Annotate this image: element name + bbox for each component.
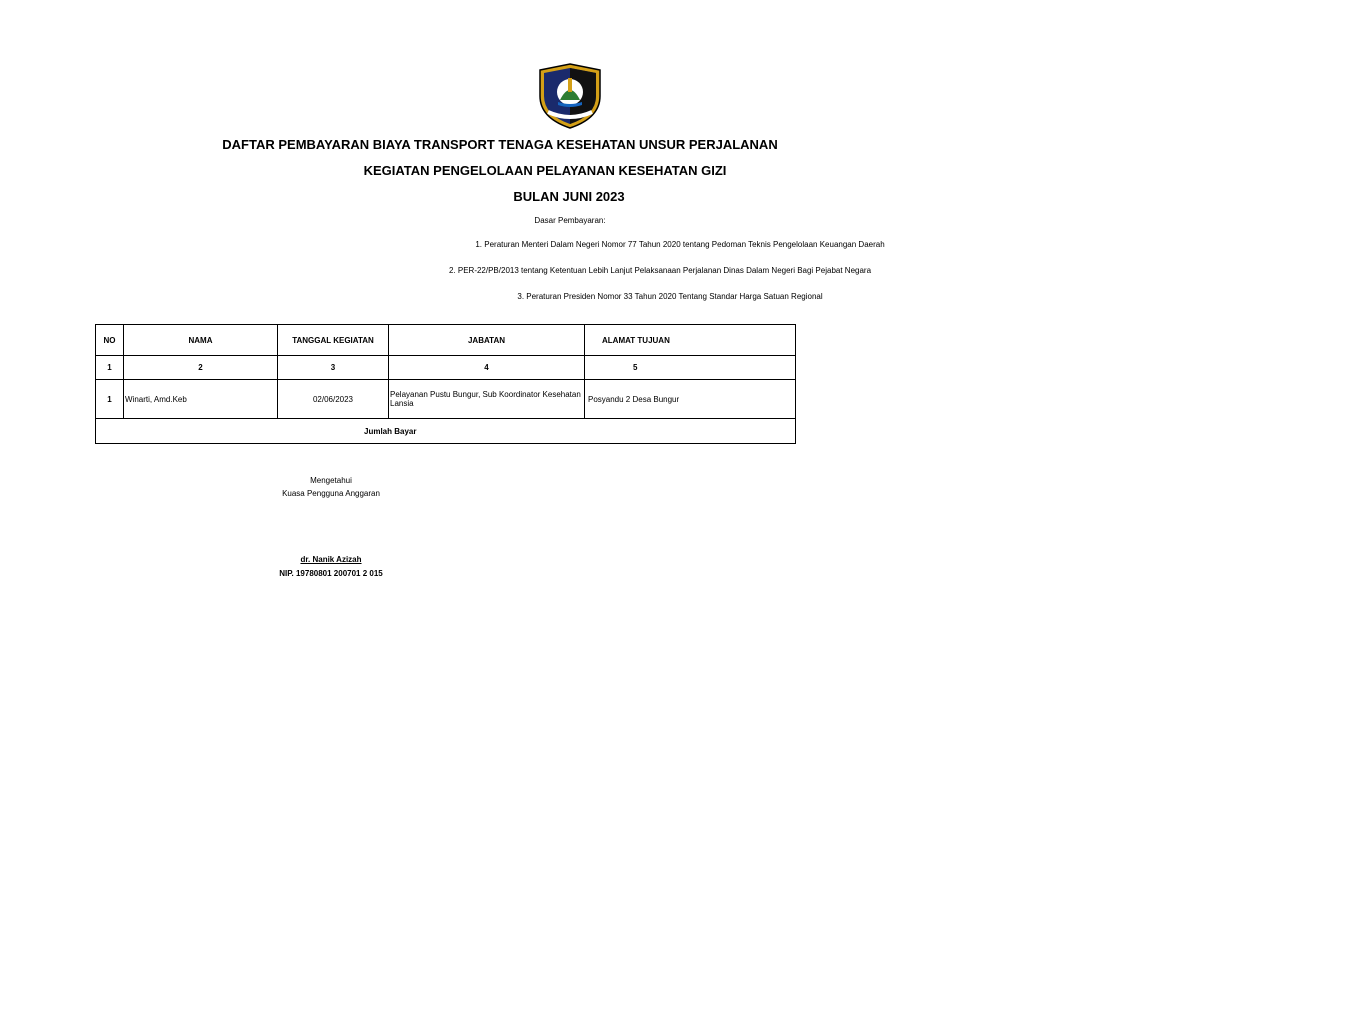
- row-no: 1: [96, 380, 124, 419]
- signature-acknowledge: Mengetahui: [310, 476, 352, 485]
- column-header-nama: NAMA: [124, 325, 278, 356]
- column-number-3: 3: [278, 356, 389, 380]
- document-subtitle: KEGIATAN PENGELOLAAN PELAYANAN KESEHATAN GIZI: [363, 163, 727, 178]
- signature-nip: NIP. 19780801 200701 2 015: [279, 569, 383, 578]
- row-nama: Winarti, Amd.Keb: [124, 380, 278, 419]
- row-alamat: Posyandu 2 Desa Bungur: [585, 380, 796, 419]
- table-row: [96, 380, 796, 419]
- table-header-row: [96, 325, 796, 356]
- column-number-4: 4: [389, 356, 585, 380]
- total-row: [96, 419, 796, 444]
- payment-table: [95, 324, 796, 444]
- basis-item-1: 1. Peraturan Menteri Dalam Negeri Nomor 77 Tahun 2020 tentang Pedoman Teknis Pengelolaan Keuangan Daerah: [475, 240, 885, 249]
- total-label: Jumlah Bayar: [96, 419, 796, 444]
- column-header-tanggal: TANGGAL KEGIATAN: [278, 325, 389, 356]
- document-title: DAFTAR PEMBAYARAN BIAYA TRANSPORT TENAGA KESEHATAN UNSUR PERJALANAN: [222, 137, 778, 152]
- column-number-1: 1: [96, 356, 124, 380]
- document-period: BULAN JUNI 2023: [513, 189, 625, 204]
- signature-name-wrap: [0, 555, 662, 564]
- column-number-row: [96, 356, 796, 380]
- basis-item-3: 3. Peraturan Presiden Nomor 33 Tahun 2020 Tentang Standar Harga Satuan Regional: [517, 292, 823, 301]
- basis-label: Dasar Pembayaran:: [534, 216, 606, 225]
- basis-item-2: 2. PER-22/PB/2013 tentang Ketentuan Lebih Lanjut Pelaksanaan Perjalanan Dinas Dalam Negeri Bagi Pejabat Negara: [448, 266, 872, 275]
- row-tanggal: 02/06/2023: [278, 380, 389, 419]
- column-number-5: 5: [585, 356, 796, 380]
- column-number-2: 2: [124, 356, 278, 380]
- row-jabatan: Pelayanan Pustu Bungur, Sub Koordinator Kesehatan Lansia: [389, 380, 585, 419]
- regency-emblem-logo: [536, 62, 604, 130]
- signature-role: Kuasa Pengguna Anggaran: [282, 489, 380, 498]
- column-header-no: NO: [96, 325, 124, 356]
- column-header-alamat: ALAMAT TUJUAN: [585, 325, 796, 356]
- column-header-jabatan: JABATAN: [389, 325, 585, 356]
- signature-name: dr. Nanik Azizah: [300, 555, 362, 564]
